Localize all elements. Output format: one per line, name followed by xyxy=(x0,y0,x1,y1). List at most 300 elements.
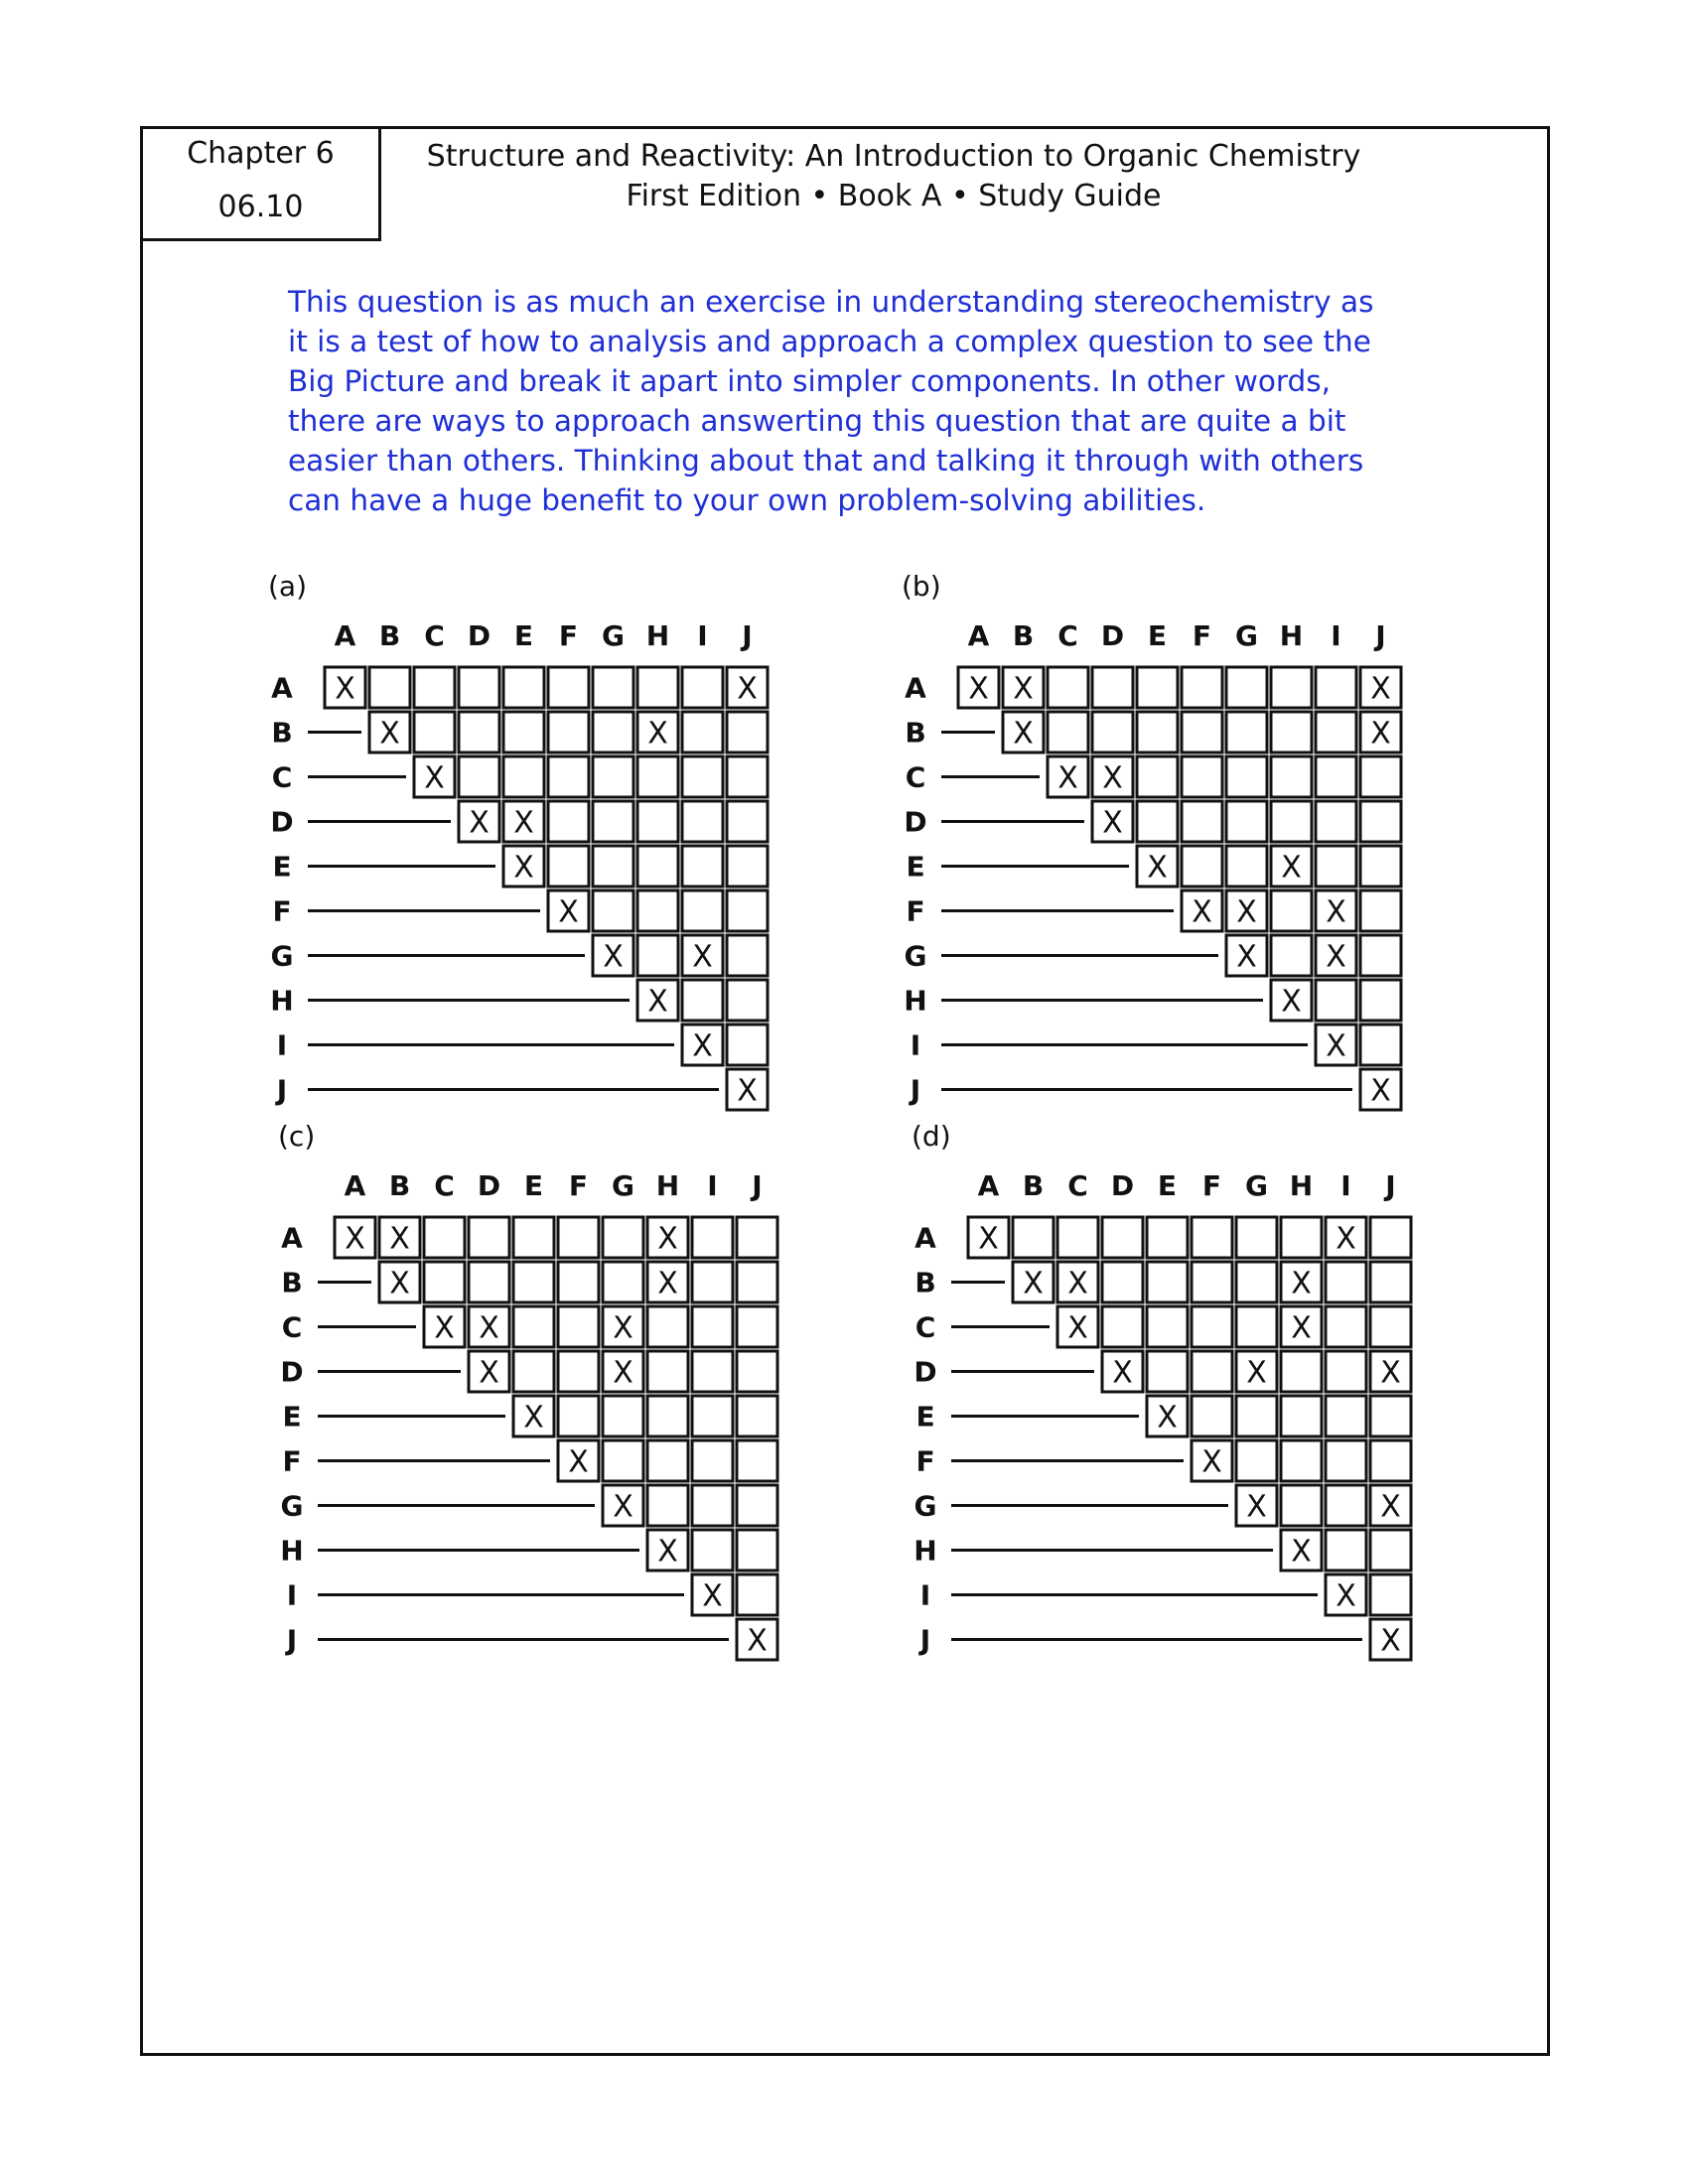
grid-cell xyxy=(737,1485,777,1526)
row-header: I xyxy=(286,1578,298,1612)
grid-cell xyxy=(1326,1440,1366,1481)
grid-cell xyxy=(1003,712,1044,752)
column-header: F xyxy=(1201,1169,1222,1202)
column-header: H xyxy=(655,1169,680,1202)
cell-mark: X xyxy=(1023,1266,1044,1301)
grid-cell xyxy=(727,935,768,976)
cell-mark: X xyxy=(1291,1310,1312,1346)
grid-cell xyxy=(1271,890,1312,931)
grid-cell xyxy=(1236,1262,1277,1302)
grid-cell xyxy=(682,667,723,708)
grid-cell xyxy=(1271,756,1312,797)
grid-cell xyxy=(1192,1262,1232,1302)
grid-cell xyxy=(1102,1262,1143,1302)
grid-cell xyxy=(1102,1217,1143,1258)
cell-mark: X xyxy=(747,1623,768,1659)
cell-mark: X xyxy=(1192,894,1212,930)
row-header: H xyxy=(270,984,294,1018)
grid-cell xyxy=(1226,712,1267,752)
column-header: F xyxy=(558,619,579,652)
cell-mark: X xyxy=(1246,1355,1267,1391)
grid-cell xyxy=(558,1351,599,1392)
grid-cell xyxy=(1092,712,1133,752)
column-header: G xyxy=(1245,1169,1268,1202)
grid-cell xyxy=(958,667,999,708)
grid-cell xyxy=(548,712,589,752)
cell-mark: X xyxy=(1102,805,1123,841)
grid-cell xyxy=(737,1619,777,1660)
grid-cell xyxy=(1147,1217,1188,1258)
grid-cell xyxy=(1192,1440,1232,1481)
grid-cell xyxy=(1182,756,1222,797)
grid-cell xyxy=(692,1351,733,1392)
grid-cell xyxy=(682,935,723,976)
row-header: B xyxy=(281,1266,303,1299)
grid-cell xyxy=(379,1262,420,1302)
book-title-line1: Structure and Reactivity: An Introduction to Organic Chemistry xyxy=(426,139,1361,174)
grid-cell xyxy=(1147,1351,1188,1392)
grid-cell xyxy=(603,1485,643,1526)
cell-mark: X xyxy=(1201,1444,1222,1480)
cell-mark: X xyxy=(1380,1623,1401,1659)
grid-cell xyxy=(513,1217,554,1258)
column-header: J xyxy=(752,1169,763,1202)
column-header: G xyxy=(612,1169,634,1202)
correlation-grid xyxy=(280,1169,783,1666)
cell-mark: X xyxy=(434,1310,455,1346)
row-header: A xyxy=(914,1221,936,1255)
row-header: J xyxy=(919,1623,931,1657)
grid-cell xyxy=(1048,667,1088,708)
cell-mark: X xyxy=(1102,760,1123,796)
column-header: B xyxy=(388,1169,411,1202)
grid-cell xyxy=(1370,1262,1411,1302)
row-header: E xyxy=(272,850,292,884)
grid-cell xyxy=(1360,890,1401,931)
grid-cell xyxy=(459,756,499,797)
grid-cell xyxy=(1370,1619,1411,1660)
column-header: I xyxy=(707,1169,718,1202)
cell-mark: X xyxy=(1013,716,1034,751)
section-number: 06.10 xyxy=(217,190,304,224)
cell-mark: X xyxy=(1236,894,1257,930)
column-header: F xyxy=(568,1169,589,1202)
column-header: G xyxy=(1235,619,1258,652)
grid-cell xyxy=(1057,1217,1098,1258)
grid-cell xyxy=(682,980,723,1021)
grid-cell xyxy=(727,1024,768,1065)
column-header: E xyxy=(523,1169,544,1202)
grid-cell xyxy=(1271,935,1312,976)
grid-cell xyxy=(503,756,544,797)
grid-cell xyxy=(414,756,455,797)
grid-cell xyxy=(1271,980,1312,1021)
panel-b-grid xyxy=(904,619,1407,1120)
grid-cell xyxy=(1316,980,1356,1021)
row-header: A xyxy=(271,671,293,705)
cell-mark: X xyxy=(1236,939,1257,975)
cell-mark: X xyxy=(1291,1266,1312,1301)
grid-cell xyxy=(548,890,589,931)
grid-cell xyxy=(1360,1069,1401,1110)
grid-cell xyxy=(727,801,768,842)
grid-cell xyxy=(469,1351,509,1392)
grid-cell xyxy=(558,1306,599,1347)
grid-cell xyxy=(459,667,499,708)
cell-mark: X xyxy=(1380,1489,1401,1525)
grid-cell xyxy=(727,712,768,752)
cell-mark: X xyxy=(379,716,400,751)
grid-cell xyxy=(647,1351,688,1392)
grid-cell xyxy=(603,1440,643,1481)
grid-cell xyxy=(593,846,633,887)
grid-cell xyxy=(1137,667,1178,708)
cell-mark: X xyxy=(657,1266,678,1301)
grid-cell xyxy=(1370,1574,1411,1615)
panel-a-grid xyxy=(270,619,774,1120)
grid-cell xyxy=(603,1262,643,1302)
column-header: D xyxy=(1110,1169,1135,1202)
grid-cell xyxy=(637,980,678,1021)
grid-cell xyxy=(1370,1351,1411,1392)
cell-mark: X xyxy=(1370,1073,1391,1109)
grid-cell xyxy=(1326,1262,1366,1302)
grid-cell xyxy=(1048,756,1088,797)
grid-cell xyxy=(727,1069,768,1110)
grid-cell xyxy=(647,1530,688,1570)
intro-line: Big Picture and break it apart into simpler components. In other words, xyxy=(288,364,1332,398)
grid-cell xyxy=(593,890,633,931)
grid-cell xyxy=(414,712,455,752)
row-header: J xyxy=(910,1073,921,1107)
grid-cell xyxy=(424,1217,465,1258)
column-header: I xyxy=(1331,619,1341,652)
grid-cell xyxy=(1316,890,1356,931)
grid-cell xyxy=(503,667,544,708)
grid-cell xyxy=(1271,801,1312,842)
grid-cell xyxy=(1316,667,1356,708)
grid-cell xyxy=(1281,1530,1322,1570)
grid-cell xyxy=(637,712,678,752)
grid-cell xyxy=(682,756,723,797)
cell-mark: X xyxy=(389,1266,410,1301)
row-header: C xyxy=(905,760,926,794)
grid-cell xyxy=(647,1217,688,1258)
grid-cell xyxy=(548,846,589,887)
grid-cell xyxy=(1326,1530,1366,1570)
cell-mark: X xyxy=(345,1221,365,1257)
grid-cell xyxy=(1236,1217,1277,1258)
chapter-label: Chapter 6 xyxy=(187,136,335,171)
row-header: B xyxy=(905,716,926,750)
grid-cell xyxy=(727,980,768,1021)
grid-cell xyxy=(727,890,768,931)
grid-cell xyxy=(1092,801,1133,842)
grid-cell xyxy=(548,801,589,842)
cell-mark: X xyxy=(568,1444,589,1480)
grid-cell xyxy=(737,1396,777,1436)
intro-line: it is a test of how to analysis and approach a complex question to see the xyxy=(288,325,1371,358)
grid-cell xyxy=(1370,1217,1411,1258)
row-header: D xyxy=(914,1355,937,1389)
grid-cell xyxy=(692,1262,733,1302)
grid-cell xyxy=(513,1351,554,1392)
grid-cell xyxy=(1003,667,1044,708)
grid-cell xyxy=(727,756,768,797)
cell-mark: X xyxy=(479,1310,499,1346)
grid-cell xyxy=(1013,1262,1054,1302)
row-header: J xyxy=(286,1623,298,1657)
grid-cell xyxy=(459,801,499,842)
grid-cell xyxy=(1326,1351,1366,1392)
grid-cell xyxy=(459,712,499,752)
grid-cell xyxy=(1236,1485,1277,1526)
grid-cell xyxy=(558,1440,599,1481)
grid-cell xyxy=(1182,712,1222,752)
cell-mark: X xyxy=(1380,1355,1401,1391)
grid-cell xyxy=(1360,935,1401,976)
correlation-grid xyxy=(914,1169,1417,1666)
cell-mark: X xyxy=(1067,1266,1088,1301)
grid-cell xyxy=(682,801,723,842)
row-header: E xyxy=(915,1400,935,1433)
cell-mark: X xyxy=(335,671,355,707)
panel-d-label: (d) xyxy=(912,1120,951,1153)
row-header: C xyxy=(271,760,293,794)
cell-mark: X xyxy=(657,1534,678,1570)
book-title-line2: First Edition • Book A • Study Guide xyxy=(626,179,1162,213)
intro-line: can have a huge benefit to your own problem-solving abilities. xyxy=(288,483,1206,517)
grid-cell xyxy=(603,1306,643,1347)
cell-mark: X xyxy=(1326,939,1346,975)
grid-cell xyxy=(593,801,633,842)
cell-mark: X xyxy=(1336,1578,1356,1614)
grid-cell xyxy=(503,846,544,887)
row-header: G xyxy=(914,1489,937,1523)
grid-cell xyxy=(603,1217,643,1258)
cell-mark: X xyxy=(1370,716,1391,751)
cell-mark: X xyxy=(978,1221,999,1257)
column-header: C xyxy=(424,619,445,652)
column-header: C xyxy=(1067,1169,1088,1202)
grid-cell xyxy=(692,1396,733,1436)
cell-mark: X xyxy=(479,1355,499,1391)
cell-mark: X xyxy=(1013,671,1034,707)
grid-cell xyxy=(1147,1396,1188,1436)
grid-cell xyxy=(1370,1530,1411,1570)
grid-cell xyxy=(325,667,365,708)
grid-cell xyxy=(1182,846,1222,887)
grid-cell xyxy=(647,1485,688,1526)
column-header: J xyxy=(1385,1169,1396,1202)
row-header: I xyxy=(910,1028,921,1062)
grid-cell xyxy=(637,890,678,931)
row-header: I xyxy=(276,1028,288,1062)
column-header: E xyxy=(513,619,534,652)
grid-cell xyxy=(548,756,589,797)
cell-mark: X xyxy=(389,1221,410,1257)
row-header: J xyxy=(276,1073,288,1107)
grid-cell xyxy=(558,1217,599,1258)
cell-mark: X xyxy=(692,939,713,975)
grid-cell xyxy=(1316,846,1356,887)
grid-cell xyxy=(1192,1396,1232,1436)
grid-cell xyxy=(593,712,633,752)
grid-cell xyxy=(737,1530,777,1570)
grid-cell xyxy=(1360,712,1401,752)
cell-mark: X xyxy=(1067,1310,1088,1346)
row-header: F xyxy=(272,894,292,928)
grid-cell xyxy=(1102,1306,1143,1347)
column-header: B xyxy=(1022,1169,1045,1202)
row-header: B xyxy=(271,716,293,750)
cell-mark: X xyxy=(647,716,668,751)
chapter-box xyxy=(140,126,381,241)
row-header: G xyxy=(270,939,294,973)
grid-cell xyxy=(1281,1396,1322,1436)
grid-cell xyxy=(737,1306,777,1347)
grid-cell xyxy=(692,1217,733,1258)
grid-cell xyxy=(1316,1024,1356,1065)
grid-cell xyxy=(1137,712,1178,752)
grid-cell xyxy=(1370,1306,1411,1347)
grid-cell xyxy=(1316,756,1356,797)
grid-cell xyxy=(1013,1217,1054,1258)
panel-a-label: (a) xyxy=(268,570,308,603)
grid-cell xyxy=(1326,1217,1366,1258)
cell-mark: X xyxy=(469,805,490,841)
row-header: E xyxy=(282,1400,302,1433)
intro-line: easier than others. Thinking about that and talking it through with others xyxy=(288,444,1364,478)
grid-cell xyxy=(513,1396,554,1436)
grid-cell xyxy=(1326,1485,1366,1526)
row-header: A xyxy=(905,671,926,705)
grid-cell xyxy=(369,667,410,708)
correlation-grid xyxy=(904,619,1407,1116)
grid-cell xyxy=(682,890,723,931)
panel-d-grid xyxy=(914,1169,1417,1670)
grid-cell xyxy=(1271,846,1312,887)
row-header: C xyxy=(281,1310,303,1344)
column-header: A xyxy=(977,1169,1000,1202)
grid-cell xyxy=(692,1485,733,1526)
grid-cell xyxy=(737,1351,777,1392)
cell-mark: X xyxy=(737,1073,758,1109)
column-header: I xyxy=(697,619,708,652)
column-header: H xyxy=(1279,619,1304,652)
grid-cell xyxy=(692,1306,733,1347)
grid-cell xyxy=(593,667,633,708)
grid-cell xyxy=(1236,1440,1277,1481)
grid-cell xyxy=(692,1530,733,1570)
grid-cell xyxy=(414,667,455,708)
cell-mark: X xyxy=(1370,671,1391,707)
cell-mark: X xyxy=(1336,1221,1356,1257)
column-header: D xyxy=(477,1169,501,1202)
cell-mark: X xyxy=(737,671,758,707)
grid-cell xyxy=(1182,801,1222,842)
row-header: F xyxy=(282,1444,302,1478)
grid-cell xyxy=(503,801,544,842)
cell-mark: X xyxy=(657,1221,678,1257)
grid-cell xyxy=(1281,1262,1322,1302)
grid-cell xyxy=(1226,846,1267,887)
row-header: E xyxy=(906,850,925,884)
grid-cell xyxy=(692,1574,733,1615)
cell-mark: X xyxy=(1281,850,1302,886)
cell-mark: X xyxy=(523,1400,544,1435)
panel-c-label: (c) xyxy=(278,1120,316,1153)
grid-cell xyxy=(737,1262,777,1302)
grid-cell xyxy=(1281,1351,1322,1392)
grid-cell xyxy=(1360,980,1401,1021)
grid-cell xyxy=(548,667,589,708)
grid-cell xyxy=(1360,667,1401,708)
grid-cell xyxy=(424,1306,465,1347)
grid-cell xyxy=(603,1396,643,1436)
row-header: H xyxy=(280,1534,304,1568)
grid-cell xyxy=(682,1024,723,1065)
grid-cell xyxy=(1316,935,1356,976)
column-header: G xyxy=(602,619,625,652)
grid-cell xyxy=(1316,712,1356,752)
grid-cell xyxy=(1092,756,1133,797)
grid-cell xyxy=(1137,801,1178,842)
row-header: F xyxy=(915,1444,935,1478)
column-header: I xyxy=(1340,1169,1351,1202)
grid-cell xyxy=(682,846,723,887)
row-header: F xyxy=(906,894,925,928)
grid-cell xyxy=(1360,846,1401,887)
cell-mark: X xyxy=(613,1489,633,1525)
grid-cell xyxy=(647,1306,688,1347)
grid-cell xyxy=(1316,801,1356,842)
grid-cell xyxy=(727,846,768,887)
grid-cell xyxy=(1360,756,1401,797)
panel-b-label: (b) xyxy=(902,570,941,603)
cell-mark: X xyxy=(1281,984,1302,1020)
cell-mark: X xyxy=(1057,760,1078,796)
grid-cell xyxy=(647,1396,688,1436)
intro-paragraph xyxy=(288,282,1374,520)
cell-mark: X xyxy=(558,894,579,930)
grid-cell xyxy=(1192,1351,1232,1392)
grid-cell xyxy=(1360,1024,1401,1065)
grid-cell xyxy=(1137,846,1178,887)
grid-cell xyxy=(1192,1306,1232,1347)
grid-cell xyxy=(1271,667,1312,708)
row-header: I xyxy=(919,1578,931,1612)
column-header: J xyxy=(1375,619,1386,652)
column-header: D xyxy=(1100,619,1125,652)
grid-cell xyxy=(593,935,633,976)
cell-mark: X xyxy=(702,1578,723,1614)
grid-cell xyxy=(1192,1217,1232,1258)
grid-cell xyxy=(1271,712,1312,752)
grid-cell xyxy=(335,1217,375,1258)
column-header: E xyxy=(1157,1169,1178,1202)
cell-mark: X xyxy=(692,1028,713,1064)
cell-mark: X xyxy=(1147,850,1168,886)
grid-cell xyxy=(737,1217,777,1258)
row-header: A xyxy=(281,1221,303,1255)
row-header: H xyxy=(904,984,927,1018)
grid-cell xyxy=(692,1440,733,1481)
panel-c-grid xyxy=(280,1169,783,1670)
cell-mark: X xyxy=(513,805,534,841)
row-header: C xyxy=(914,1310,936,1344)
grid-cell xyxy=(1326,1306,1366,1347)
